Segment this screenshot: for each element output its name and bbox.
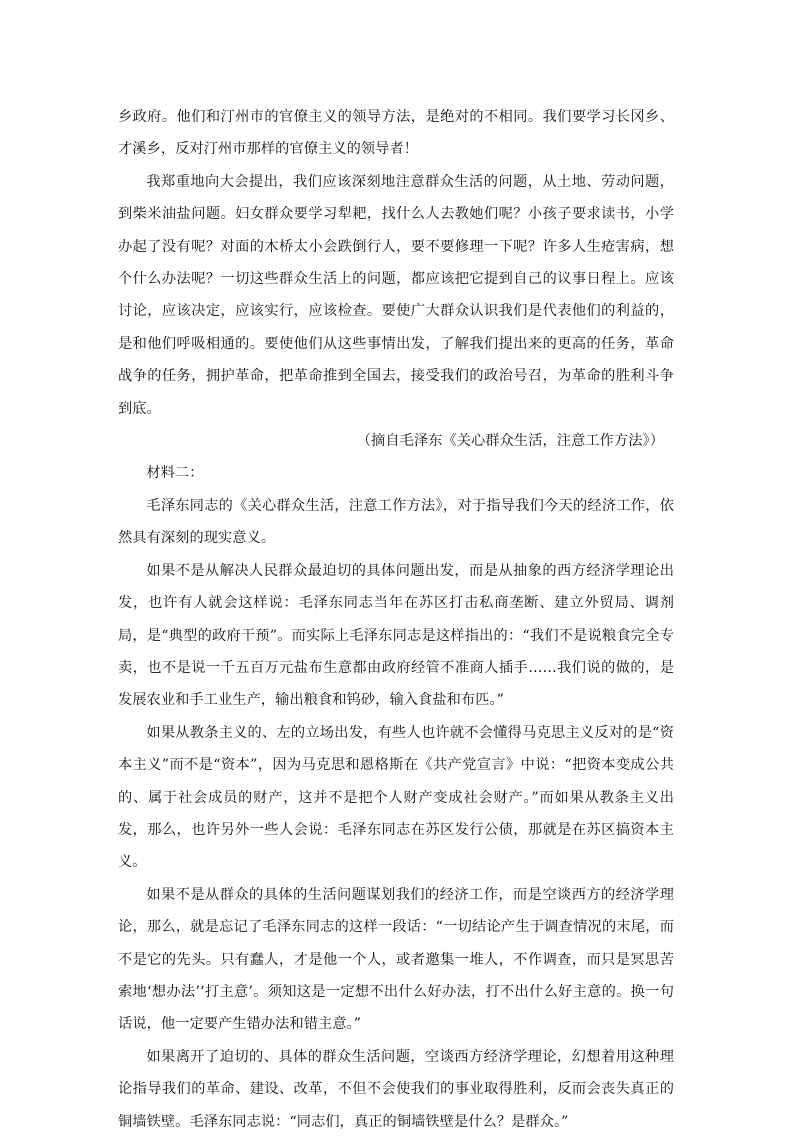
paragraph-dogmatism: 如果从教条主义的、左的立场出发，有些人也许就不会懂得马克思主义反对的是“资本主义”而不是“资本”，因为马克思和恩格斯在《共产党宣言》中说：“把资本变成公共的、属于社会成员的财产，这并不是把个人财产变成社会财产。”而如果从教条主义出发，那么，也许另外一些人会说：毛泽东同志在苏区发行公债，那就是在苏区搞资本主义。	[118, 724, 674, 871]
source-citation: （摘自毛泽东《关心群众生活，注意工作方法》）	[356, 433, 664, 450]
paragraph-investigation: 如果不是从群众的具体的生活问题谋划我们的经济工作，而是空谈西方的经济学理论，那么，就是忘记了毛泽东同志的这样一段话：“一切结论产生于调查情况的末尾，而不是它的先头。只有蠢人，才是他一个人，或者邀集一堆人，不作调查，而只是冥思苦索地‘想办法’‘打主意’。须知这是一定想不出什么好办法，打不出什么好主意的。换一句话说，他一定要产生错办法和错主意。”	[118, 886, 674, 1033]
paragraph-mass-life-proposal: 我郑重地向大会提出，我们应该深刻地注意群众生活的问题，从土地、劳动问题，到柴米油盐问题。妇女群众要学习犁耙，找什么人去教她们呢？小孩子要求读书，小学办起了没有呢？对面的木桥太小会跌倒行人，要不要修理一下呢？许多人生疮害病，想个什么办法呢？一切这些群众生活上的问题，都应该把它提到自己的议事日程上。应该讨论，应该决定，应该实行，应该检查。要使广大群众认识我们是代表他们的利益的，是和他们呼吸相通的。要使他们从这些事情出发，了解我们提出来的更高的任务，革命战争的任务，拥护革命，把革命推到全国去，接受我们的政治号召，为革命的胜利斗争到底。	[118, 173, 674, 417]
paragraph-bulwark: 如果离开了迫切的、具体的群众生活问题，空谈西方经济学理论，幻想着用这种理论指导我们的革命、建设、改革，不但不会使我们的事业取得胜利，反而会丧失真正的铜墙铁壁。毛泽东同志说：“同志们，真正的铜墙铁壁是什么？是群众。”	[118, 1048, 674, 1130]
paragraph-continuation: 乡政府。他们和汀州市的官僚主义的领导方法，是绝对的不相同。我们要学习长冈乡、才溪乡，反对汀州市那样的官僚主义的领导者！	[118, 109, 674, 158]
document-body	[118, 101, 674, 1138]
material-two-heading: 材料二：	[146, 465, 204, 482]
paragraph-western-economics: 如果不是从解决人民群众最迫切的具体问题出发，而是从抽象的西方经济学理论出发，也许有人就会这样说：毛泽东同志当年在苏区打击私商垄断、建立外贸局、调剂局，是“典型的政府干预”。而实际上毛泽东同志是这样指出的：“我们不是说粮食完全专卖，也不是说一千五百万元盐布生意都由政府经管不准商人插手……我们说的做的，是发展农业和手工业生产，输出粮食和钨砂，输入食盐和布匹。”	[118, 562, 674, 709]
paragraph-significance: 毛泽东同志的《关心群众生活，注意工作方法》，对于指导我们今天的经济工作，依然具有深刻的现实意义。	[118, 497, 674, 547]
